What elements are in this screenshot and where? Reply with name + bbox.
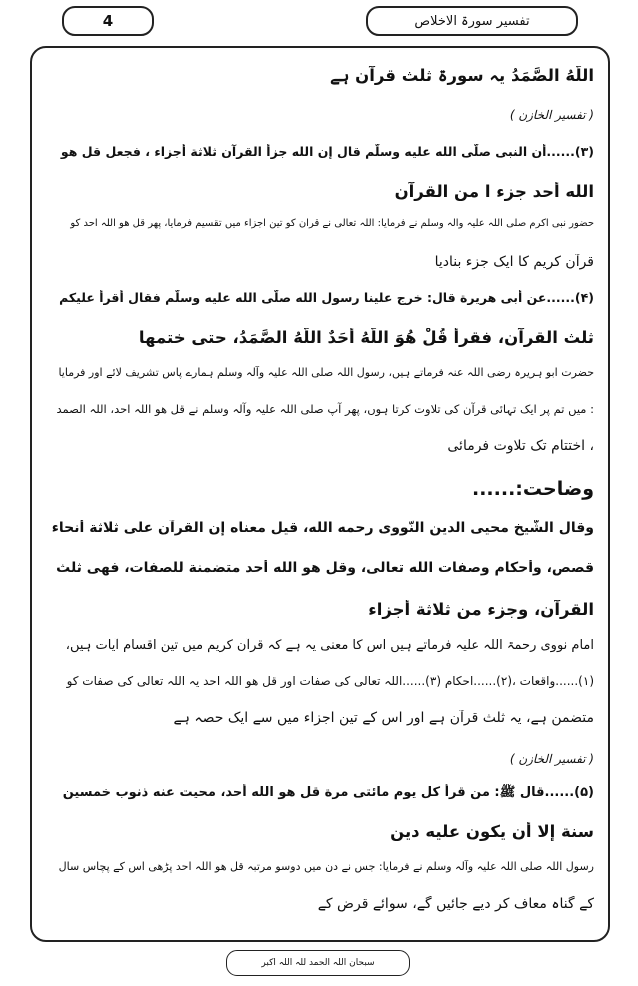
hadith3-urdu-line1: حضور نبی اکرم صلی اللہ علیہ وآلہ وسلم نے فرمایا: اللہ تعالی نے قرآن کو تین اجزاء میں تقسیم فرمایا، پھر قل ھو اللہ احد کو bbox=[70, 218, 594, 229]
footer-box bbox=[226, 950, 410, 976]
line-urdu-title: اللَّهُ الصَّمَدُ یہ سورۃ ثلث قرآن ہے bbox=[330, 66, 594, 85]
nawawi-arabic-line1: وقال الشّیخ محیی الدین النّووی رحمه الله، قیل معناه إن القرآن علی ثلاثة أنحاء bbox=[51, 520, 594, 536]
hadith3-urdu-line2: قرآن کریم کا ایک جزء بنادیا bbox=[434, 254, 594, 270]
hadith4-urdu-line2: : میں تم پر ایک تہائی قرآن کی تلاوت کرتا ہوں، پھر آپ صلی اللہ علیہ وآلہ وسلم نے قل ھو اللہ احد، اللہ الصمد bbox=[56, 402, 594, 416]
page-content bbox=[48, 50, 594, 930]
footer-text: سبحان اللہ الحمد للہ اللہ اکبر bbox=[261, 958, 375, 968]
page-number: 4 bbox=[102, 12, 114, 30]
hadith4-urdu-line3: ، اختتام تک تلاوت فرمائی bbox=[447, 438, 594, 454]
nawawi-urdu-line2: (۱)......واقعات ،(۲)......احکام (۳)......اللہ تعالی کی صفات اور قل ھو اللہ احد یہ اللہ تعالی کی صفات کو bbox=[66, 674, 594, 688]
page-number-box bbox=[62, 6, 154, 36]
hadith3-arabic-line1: (۳)......أن النبی صلّی الله علیه وسلّم قال إن الله جزأ القرآن ثلاثة أجزاء ، فجعل قل هو bbox=[60, 144, 594, 159]
nawawi-arabic-line2: قصص، وأحکام وصفات الله تعالی، وقل هو الله أحد متضمنة للصفات، فهی ثلث bbox=[56, 560, 594, 576]
hadith4-urdu-line1: حضرت ابو ہریرہ رضی اللہ عنہ فرماتے ہیں، رسول اللہ صلی اللہ علیہ وآلہ وسلم ہمارے پاس تشریف لائے اور فرمایا bbox=[58, 366, 594, 379]
hadith4-arabic-line1: (۴)......عن أبی هریرة قال: خرج علینا رسول الله صلّی الله علیه وسلّم فقال أقرأ علیکم bbox=[59, 290, 594, 305]
surah-title: تفسیر سورۃ الاخلاص bbox=[414, 13, 530, 29]
hadith5-arabic-line2: سنة إلا أن یکون علیه دین bbox=[390, 822, 594, 841]
surah-title-box bbox=[366, 6, 578, 36]
nawawi-arabic-line3: القرآن، وجزء من ثلاثة أجزاء bbox=[368, 600, 594, 619]
hadith5-urdu-line1: رسول اللہ صلی اللہ علیہ وآلہ وسلم نے فرمایا: جس نے دن میں دوسو مرتبہ قل ھو اللہ احد پڑھی اس کے پچاس سال bbox=[58, 860, 594, 873]
nawawi-urdu-line1: امام نووی رحمۃ اللہ علیہ فرماتے ہیں اس کا معنی یہ ہے کہ قرآن کریم میں تین اقسام آیات ہیں، bbox=[65, 638, 594, 653]
source-label-2: ( تفسیر الخازن ) bbox=[509, 752, 594, 766]
hadith3-arabic-line2: الله أحد جزء ا من القرآن bbox=[394, 182, 594, 201]
nawawi-urdu-line3: متضمن ہے، یہ ثلث قرآن ہے اور اس کے تین اجزاء میں سے ایک حصہ ہے bbox=[173, 710, 594, 726]
wadahat-heading: وضاحت:...... bbox=[471, 478, 594, 500]
hadith5-urdu-line2: کے گناہ معاف کر دیے جائیں گے، سوائے قرض کے bbox=[317, 896, 594, 912]
hadith5-arabic-line1: (۵)......قال ﷺ: من قرأ کل یوم مائتی مرة قل هو الله أحد، محیت عنه ذنوب خمسین bbox=[62, 785, 594, 800]
source-label: ( تفسیر الخازن ) bbox=[509, 108, 594, 122]
hadith4-arabic-line2: ثلث القرآن، فقرأ قُلْ هُوَ اللَّهُ أَحَدٌ اللَّهُ الصَّمَدُ، حتی ختمها bbox=[138, 328, 594, 347]
